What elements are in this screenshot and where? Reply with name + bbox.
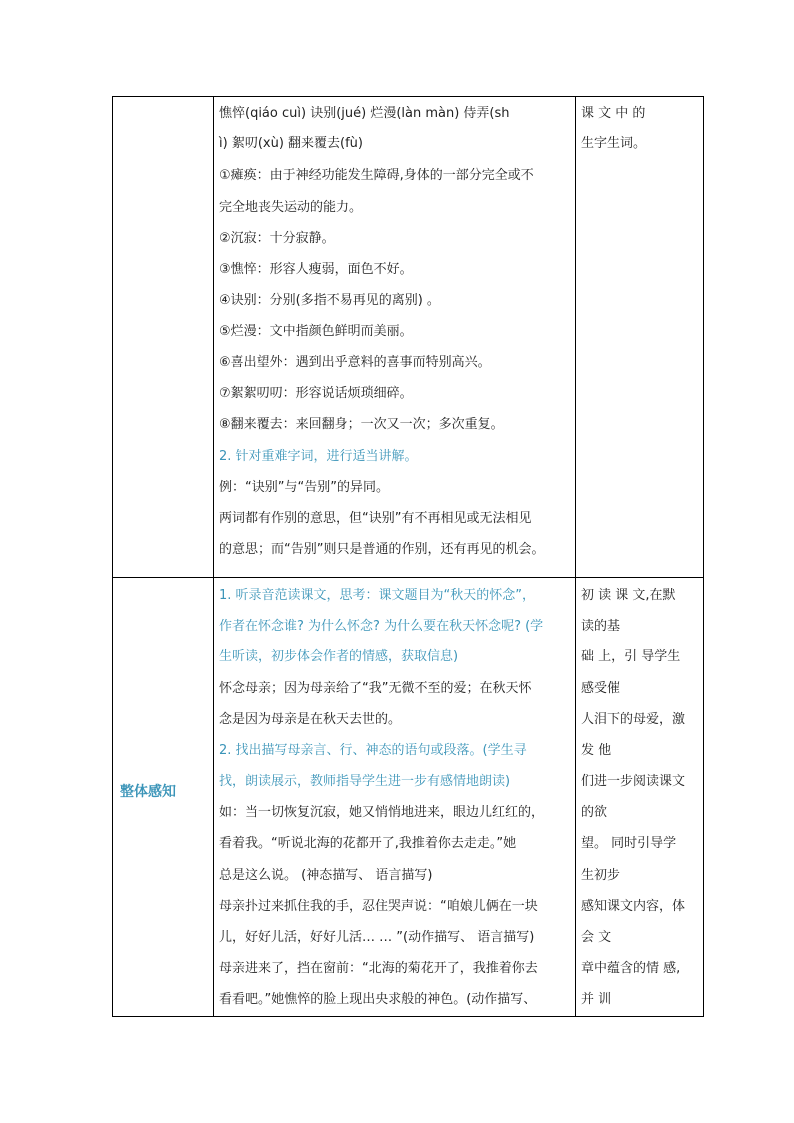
row2-note-14: 并 训	[581, 992, 612, 1007]
row1-line-2: ì) 絮叨(xù) 翻来覆去(fù)	[219, 136, 363, 151]
row1-line-6: ③憔悴：形容人瘦弱，面色不好。	[219, 262, 413, 277]
row2-note-11: 感知课文内容，体	[581, 899, 686, 914]
row2-line-10: 总是这么说。 (神态描写、 语言描写)	[219, 868, 433, 883]
row2-note-8: 的欲	[581, 805, 608, 820]
row1-line-1: 憔悴(qiáo cuì) 诀别(jué) 烂漫(làn màn) 侍弄(sh	[219, 106, 510, 121]
row1-note-1: 课 文 中 的	[581, 106, 646, 121]
table-col-divider-1	[213, 96, 214, 1017]
row2-note-10: 生初步	[581, 868, 621, 883]
row1-line-7: ④诀别：分别(多指不易再见的离别) 。	[219, 293, 440, 308]
row2-note-7: 们进一步阅读课文	[581, 774, 686, 789]
row1-line-8: ⑤烂漫：文中指颜色鲜明而美丽。	[219, 324, 413, 339]
row1-line-3: ①瘫痪：由于神经功能发生障碍,身体的一部分完全或不	[219, 168, 534, 183]
section-heading: 整体感知	[120, 784, 176, 800]
row2-line-8: 如：当一切恢复沉寂，她又悄悄地进来，眼边儿红红的，	[219, 805, 545, 820]
row2-note-1: 初 读 课 文,在默	[581, 588, 676, 603]
row2-note-4: 感受催	[581, 681, 621, 696]
row2-line-6: 2. 找出描写母亲言、行、神态的语句或段落。(学生寻	[219, 743, 527, 758]
row2-line-5: 念是因为母亲是在秋天去世的。	[219, 712, 402, 727]
row2-line-1: 1. 听录音范读课文，思考：课文题目为“秋天的怀念”，	[219, 588, 536, 603]
row2-note-5: 人泪下的母爱，激	[581, 712, 686, 727]
row1-line-5: ②沉寂：十分寂静。	[219, 231, 335, 246]
row2-line-9: 看着我。“听说北海的花都开了,我推着你去走走。”她	[219, 836, 517, 851]
row2-line-12: 儿，好好儿活，好好儿活… … ”(动作描写、 语言描写)	[219, 930, 535, 945]
table-row-divider	[112, 577, 704, 578]
table-col-divider-2	[575, 96, 576, 1017]
row2-note-13: 章中蕴含的情 感,	[581, 961, 681, 976]
row1-line-13: 例：“诀别”与“告别”的异同。	[219, 480, 389, 495]
row1-line-11: ⑧翻来覆去：来回翻身；一次又一次；多次重复。	[219, 417, 504, 432]
row1-note-2: 生字生词。	[581, 136, 647, 151]
row1-line-14: 两词都有作别的意思，但“诀别”有不再相见或无法相见	[219, 511, 532, 526]
row2-line-11: 母亲扑过来抓住我的手，忍住哭声说：“咱娘儿俩在一块	[219, 899, 538, 914]
row2-line-2: 作者在怀念谁? 为什么怀念? 为什么要在秋天怀念呢? (学	[219, 619, 544, 634]
row2-note-9: 望。 同时引导学	[581, 836, 677, 851]
row2-line-13: 母亲进来了，挡在窗前：“北海的菊花开了，我推着你去	[219, 961, 538, 976]
row2-note-3: 础 上，引 导学生	[581, 649, 681, 664]
row2-note-12: 会 文	[581, 930, 612, 945]
row2-line-3: 生听读，初步体会作者的情感，获取信息)	[219, 649, 459, 664]
row1-line-4: 完全地丧失运动的能力。	[219, 200, 363, 215]
row2-note-6: 发 他	[581, 743, 612, 758]
table-bottom-border	[112, 1016, 704, 1017]
row1-line-12: 2. 针对重难字词，进行适当讲解。	[219, 449, 418, 464]
row1-line-9: ⑥喜出望外：遇到出乎意料的喜事而特别高兴。	[219, 355, 491, 370]
row2-line-4: 怀念母亲；因为母亲给了“我”无微不至的爱；在秋天怀	[219, 681, 532, 696]
row1-line-10: ⑦絮絮叨叨：形容说话烦琐细碎。	[219, 386, 413, 401]
row2-line-14: 看看吧。”她憔悴的脸上现出央求般的神色。(动作描写、	[219, 992, 537, 1007]
table-top-border	[112, 96, 704, 97]
row1-line-15: 的意思；而“告别”则只是普通的作别，还有再见的机会。	[219, 542, 545, 557]
row2-line-7: 找，朗读展示，教师指导学生进一步有感情地朗读)	[219, 774, 511, 789]
table-left-border	[112, 96, 113, 1017]
row2-note-2: 读的基	[581, 619, 621, 634]
table-right-border	[703, 96, 704, 1017]
